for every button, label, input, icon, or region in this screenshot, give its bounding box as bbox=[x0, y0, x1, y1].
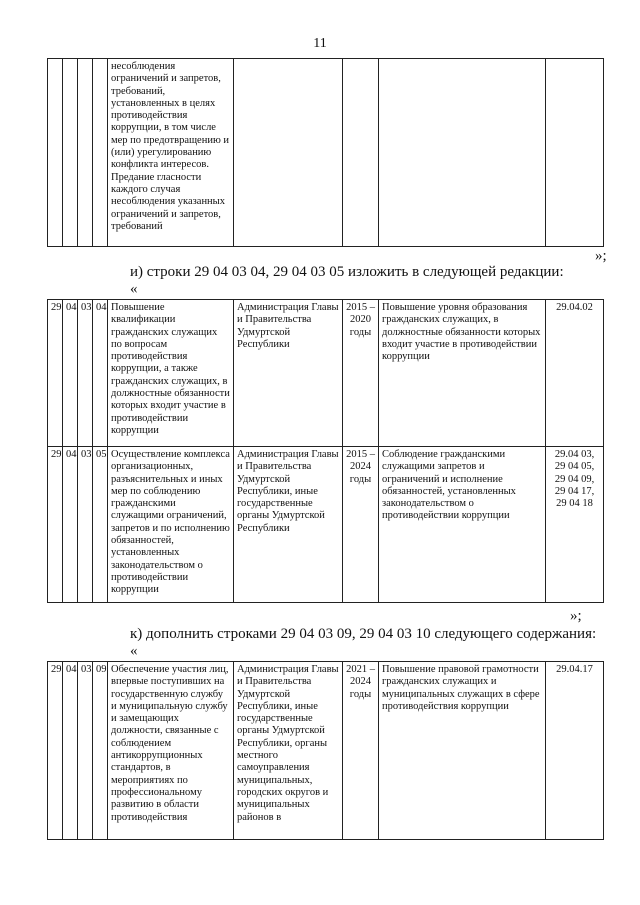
task-cell: Обеспечение участия лиц, впервые поступивших на государственную службу и муниципальную службу и замещающих должности, связанные с соблюдением антикоррупционных стандартов, в мероприятиях по профессиональному развитию в области противодействия bbox=[108, 662, 234, 840]
code-cell: 29 bbox=[48, 447, 63, 603]
code-cell: 04 bbox=[63, 447, 78, 603]
ref-cell: 29.04 03, 29 04 05, 29 04 09, 29 04 17, 29 04 18 bbox=[546, 447, 604, 603]
table-row bbox=[48, 59, 604, 247]
task-cell: Повышение квалификации гражданских служащих по вопросам противодействия коррупции, а также гражданских служащих, в должностные обязанности которых входит участие в противодействии коррупции bbox=[108, 300, 234, 447]
table-row-09 bbox=[47, 661, 604, 840]
years-cell: 2015 – 2024 годы bbox=[343, 447, 379, 603]
code-cell: 04 bbox=[93, 300, 108, 447]
ref-cell: 29.04.02 bbox=[546, 300, 604, 447]
closing-quote: »; bbox=[570, 608, 582, 624]
executor-cell: Администрация Главы и Правительства Удмуртской Республики, иные государственные органы Удмуртской Республики bbox=[234, 447, 343, 603]
opening-quote: « bbox=[130, 281, 138, 297]
code-cell: 04 bbox=[63, 662, 78, 840]
code-cell: 05 bbox=[93, 447, 108, 603]
code-cell: 03 bbox=[78, 300, 93, 447]
code-cell: 29 bbox=[48, 662, 63, 840]
instruction-i: и) строки 29 04 03 04, 29 04 03 05 изложить в следующей редакции: bbox=[130, 264, 564, 280]
result-cell: Соблюдение гражданскими служащими запретов и ограничений и исполнение обязанностей, установленных законодательством о противодействии коррупции bbox=[379, 447, 546, 603]
executor-cell: Администрация Главы и Правительства Удмуртской Республики, иные государственные органы Удмуртской Республики, органы местного самоуправления муниципальных, городских округов и муниципальных районов в bbox=[234, 662, 343, 840]
code-cell: 03 bbox=[78, 662, 93, 840]
page-number: 11 bbox=[313, 36, 327, 51]
code-cell: 29 bbox=[48, 300, 63, 447]
code-cell: 04 bbox=[63, 300, 78, 447]
years-cell: 2021 – 2024 годы bbox=[343, 662, 379, 840]
opening-quote: « bbox=[130, 643, 138, 659]
code-cell: 03 bbox=[78, 447, 93, 603]
code-cell: 09 bbox=[93, 662, 108, 840]
closing-quote: »; bbox=[595, 248, 607, 264]
result-cell: Повышение уровня образования гражданских служащих, в должностные обязанности которых входит участие в противодействии коррупции bbox=[379, 300, 546, 447]
table-continuation bbox=[47, 58, 604, 247]
task-cell: несоблюдения ограничений и запретов, требований, установленных в целях противодействия коррупции, в том числе мер по предотвращению и (или) урегулированию конфликта интересов. Предание гласности каждого случая несоблюдения указанных ограничений и запретов, требований bbox=[108, 59, 234, 247]
instruction-k: к) дополнить строками 29 04 03 09, 29 04 03 10 следующего содержания: bbox=[130, 626, 597, 642]
table-row bbox=[48, 447, 604, 603]
result-cell: Повышение правовой грамотности гражданских служащих и муниципальных служащих в сфере противодействия коррупции bbox=[379, 662, 546, 840]
task-cell: Осуществление комплекса организационных, разъяснительных и иных мер по соблюдению гражданскими служащими ограничений, запретов и по исполнению обязанностей, установленных законодательством о противодействии коррупции bbox=[108, 447, 234, 603]
years-cell: 2015 – 2020 годы bbox=[343, 300, 379, 447]
table-row bbox=[48, 300, 604, 447]
table-row bbox=[48, 662, 604, 840]
executor-cell: Администрация Главы и Правительства Удмуртской Республики bbox=[234, 300, 343, 447]
table-rows-04-05 bbox=[47, 299, 604, 603]
ref-cell: 29.04.17 bbox=[546, 662, 604, 840]
